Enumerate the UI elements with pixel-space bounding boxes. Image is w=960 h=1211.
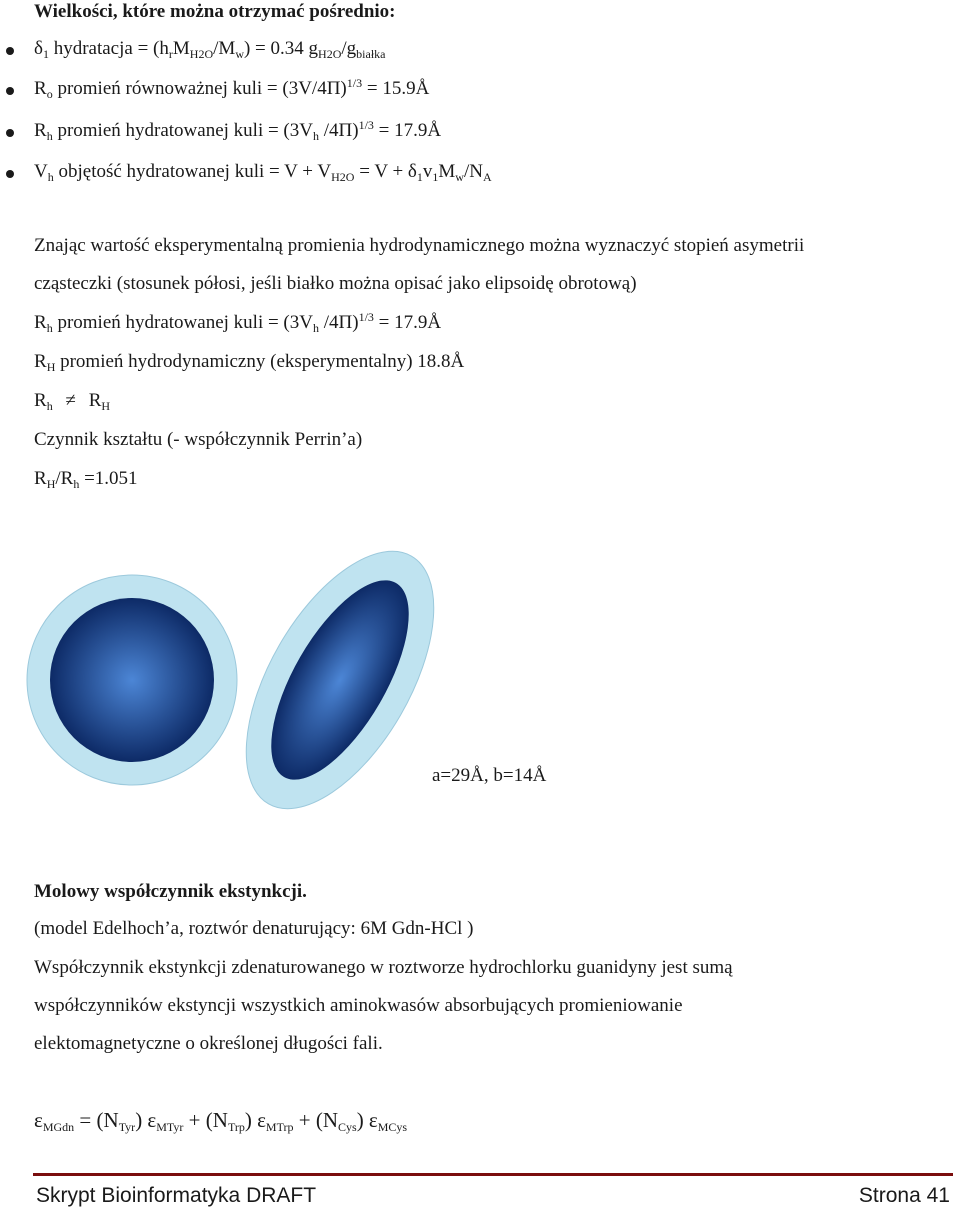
paragraph-line: cząsteczki (stosunek półosi, jeśli białko można opisać jako elipsoidę obrotową): [34, 273, 637, 294]
footer-page-number: Strona 41: [858, 1184, 950, 1207]
bullet-hydration: $\delta_1$ hydratacja = $(h_rM_{H2O}/M_w) = 0.34$ $g_{H2O}/g_{białka}$: [34, 37, 385, 61]
paragraph-line: Znając wartość eksperymentalną promienia hydrodynamicznego można wyznaczyć stopień asymetrii: [34, 235, 805, 256]
paragraph-line: elektomagnetyczne o określonej długości fali.: [34, 1033, 383, 1054]
bullet-equivalent-sphere-radius: $R_o$ promień równoważnej kuli = $(3V/4\Pi)^{1/3}$ = 15.9Å: [34, 77, 429, 101]
paragraph-line: współczynników ekstyncji wszystkich aminokwasów absorbujących promieniowanie: [34, 995, 683, 1016]
hydration-shapes-figure: [0, 530, 960, 860]
rH-hydrodynamic-radius-line: $R_H$ promień hydrodynamiczny (eksperymentalny) 18.8Å: [34, 351, 465, 374]
bullet-icon: [6, 87, 14, 95]
bullet-icon: [6, 129, 14, 137]
paragraph-line: (model Edelhoch’a, roztwór denaturujący: 6M Gdn-HCl ): [34, 918, 474, 939]
bullet-icon: [6, 47, 14, 55]
radius-inequality-line: $R_h \ne R_H$: [34, 390, 111, 413]
sphere-core: [50, 598, 214, 762]
footer-rule: [33, 1173, 953, 1176]
rh-hydrated-radius-line: $R_h$ promień hydratowanej kuli = ($3V_h$ /4Π)$^{1/3}$ = 17.9Å: [34, 310, 442, 335]
footer-title: Skrypt Bioinformatyka DRAFT: [36, 1184, 317, 1207]
paragraph-line: Współczynnik ekstynkcji zdenaturowanego w roztworze hydrochlorku guanidyny jest sumą: [34, 957, 733, 978]
heading-extinction-coefficient: Molowy współczynnik ekstynkcji.: [34, 881, 307, 902]
bullet-icon: [6, 170, 14, 178]
bullet-hydrated-sphere-radius: $R_h$ promień hydratowanej kuli = ($3V_h$ /4Π)$^{1/3}$ = 17.9Å: [34, 119, 441, 143]
extinction-equation: $\varepsilon_{MGdn} = (N_{Tyr}) \varepsilon_{MTyr} + (N_{Trp}) \varepsilon_{MTrp} + (N_{Cys})$ $\varepsilon_{MCys}$: [34, 1108, 408, 1134]
bullet-hydrated-sphere-volume: $V_h$ objętość hydratowanej kuli = $V + V_{H2O} = V + \delta_1v_1M_w/N_A$: [34, 160, 492, 184]
figure-caption: a=29Å, b=14Å: [432, 765, 547, 786]
radius-ratio-line: $R_H/R_h =1.051$: [34, 468, 138, 491]
heading-indirect-quantities: Wielkości, które można otrzymać pośrednio:: [34, 1, 396, 22]
shape-factor-line: Czynnik kształtu (- współczynnik Perrin’a): [34, 429, 363, 450]
not-equal-sign: ≠: [65, 390, 76, 411]
